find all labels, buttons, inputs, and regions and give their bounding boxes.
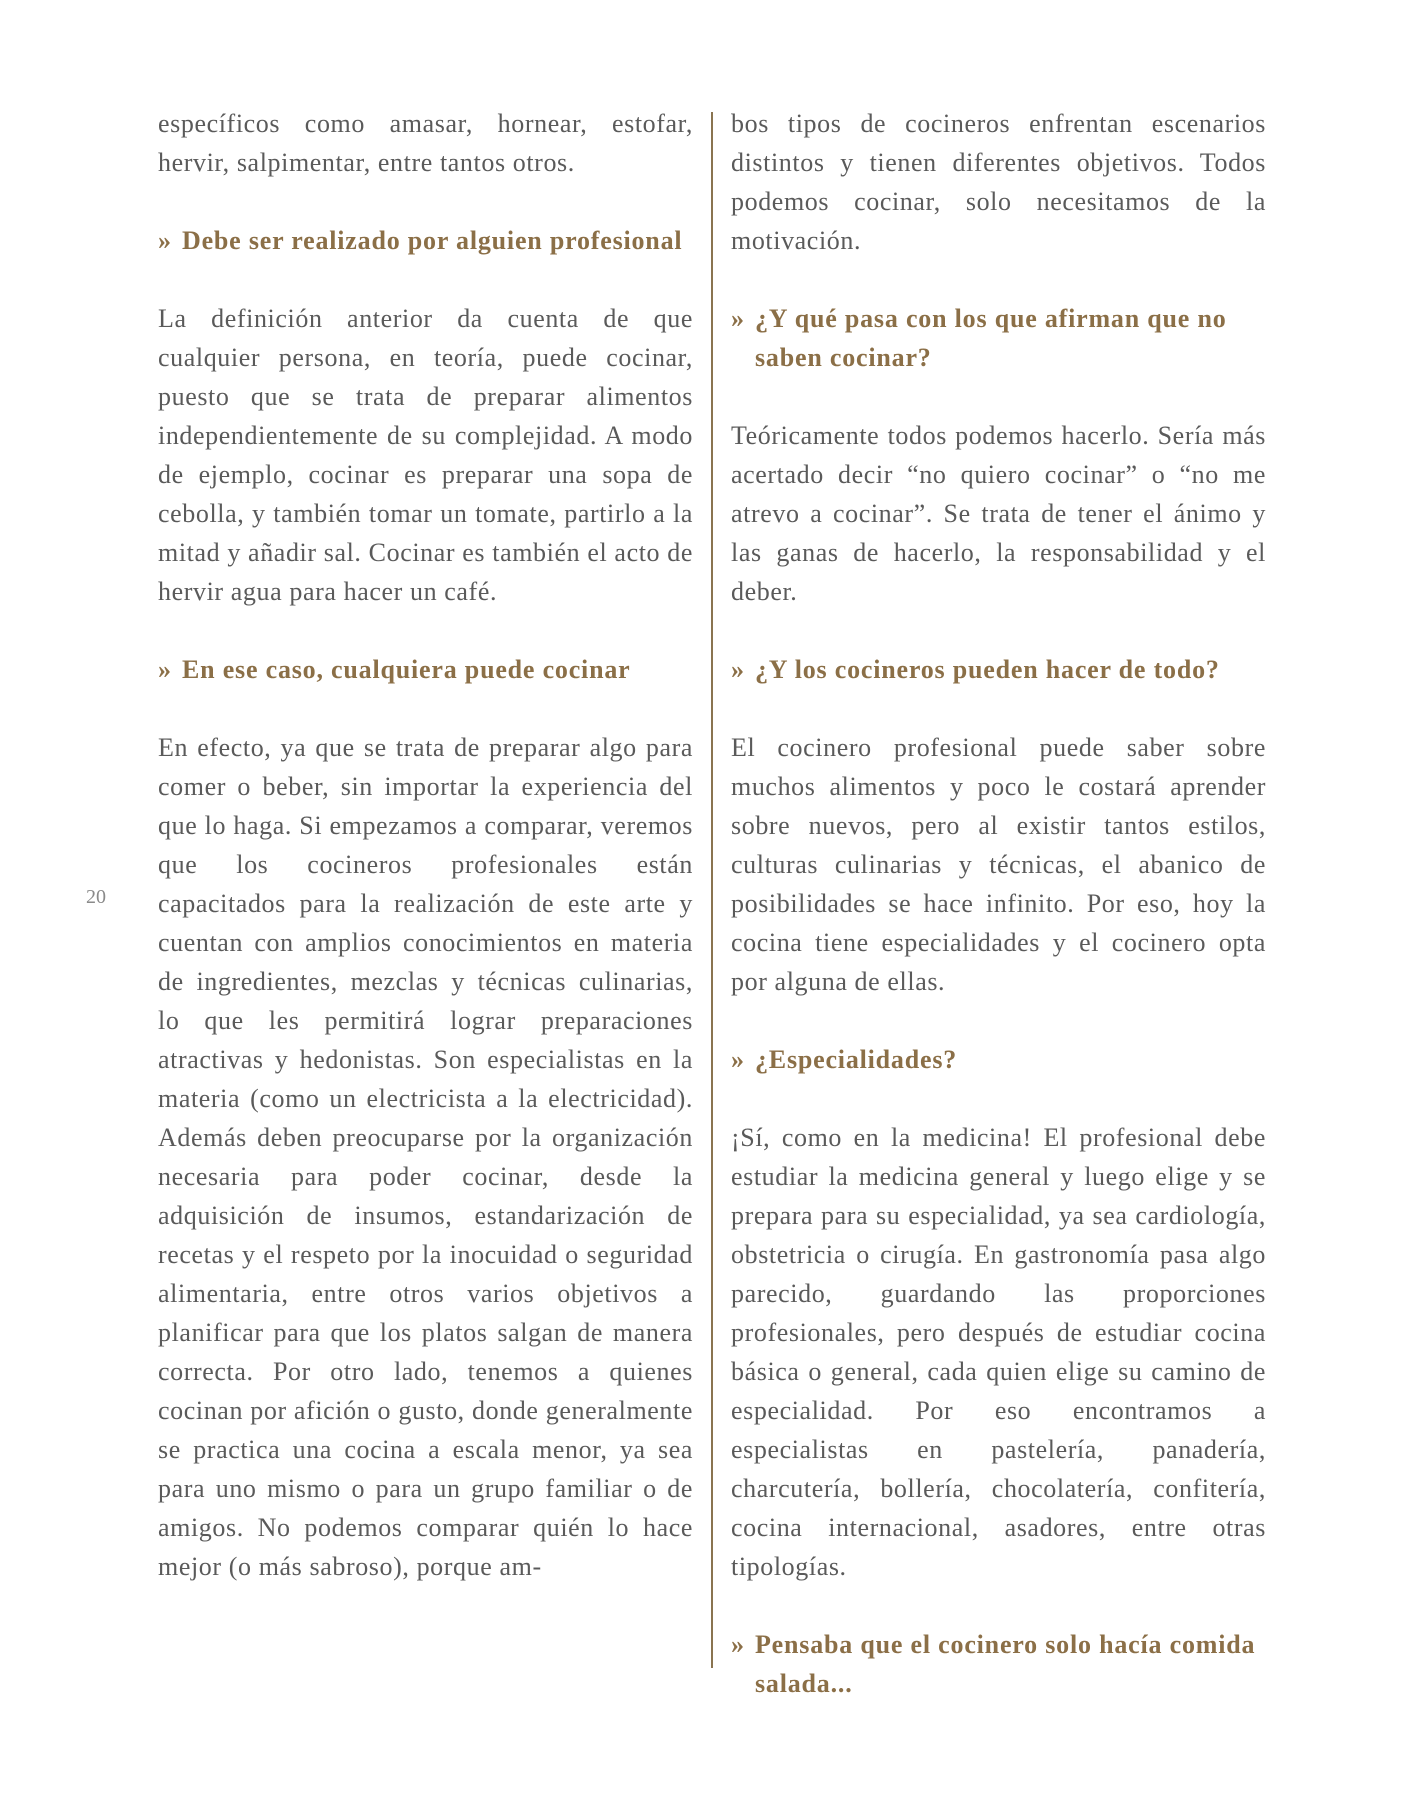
left-column: [158, 104, 693, 1625]
right-heading-4: [731, 1625, 1266, 1703]
left-heading-1: [158, 221, 693, 260]
right-heading-1: [731, 299, 1266, 377]
right-paragraph-3: El cocinero profesional puede saber sobre muchos alimentos y poco le costará aprender sobre nuevos, pero al existir tantos estilos, culturas culinarias y técnicas, el abanico de posibilidades se hace infinito. Por eso, hoy la cocina tiene especialidades y el cocinero opta por alguna de ellas.: [731, 733, 1266, 996]
right-heading-2: [731, 650, 1266, 689]
right-paragraph-4: ¡Sí, como en la medicina! El profesional debe estudiar la medicina general y luego elige y se prepara para su especialidad, ya sea cardiología, obstetricia o cirugía. En gastronomía pasa algo parecido, guardando las proporciones profesionales, pero después de estudiar cocina básica o general, cada quien elige su camino de especialidad. Por eso encontramos a especialistas en pastelería, panadería, charcutería, bollería, chocolatería, confitería, cocina internacional, asadores, entre otras tipologías.: [731, 1123, 1266, 1581]
left-heading-1-text: Debe ser realizado por alguien profesional: [182, 226, 683, 255]
right-heading-2-text: ¿Y los cocineros pueden hacer de todo?: [755, 655, 1220, 684]
left-paragraph-3: En efecto, ya que se trata de preparar algo para comer o beber, sin importar la experiencia del que lo haga. Si empezamos a comparar, veremos que los cocineros profesionales están capacitados para la realización de este arte y cuentan con amplios conocimientos en materia de ingredientes, mezclas y técnicas culinarias, lo que les permitirá lograr preparaciones atractivas y hedonistas. Son especialistas en la materia (como un electricista a la electricidad). Además deben preocuparse por la organización necesaria para poder cocinar, desde la adquisición de insumos, estandarización de recetas y el respeto por la inocuidad o seguridad alimentaria, entre otros varios objetivos a planificar para que los platos salgan de manera correcta. Por otro lado, tenemos a quienes cocinan por afición o gusto, donde generalmente se practica una cocina a escala menor, ya sea para uno mismo o para un grupo familiar o de amigos. No podemos comparar quién lo hace mejor (o más sabroso), porque am-: [158, 733, 693, 1581]
right-heading-1-text: ¿Y qué pasa con los que afirman que no saben cocinar?: [755, 304, 1227, 372]
heading-marker-icon: »: [731, 655, 745, 684]
right-column: [731, 104, 1266, 1742]
left-paragraph-1: específicos como amasar, hornear, estofar, hervir, salpimentar, entre tantos otros.: [158, 109, 693, 177]
page-number: 20: [86, 886, 106, 908]
column-divider: [711, 112, 713, 1668]
heading-marker-icon: »: [731, 304, 745, 333]
heading-marker-icon: »: [158, 226, 172, 255]
heading-marker-icon: »: [158, 655, 172, 684]
left-heading-2: [158, 650, 693, 689]
heading-marker-icon: »: [731, 1045, 745, 1074]
left-heading-2-text: En ese caso, cualquiera puede cocinar: [182, 655, 631, 684]
right-heading-4-text: Pensaba que el cocinero solo hacía comida salada...: [755, 1630, 1256, 1698]
left-paragraph-2: La definición anterior da cuenta de que cualquier persona, en teoría, puede cocinar, puesto que se trata de preparar alimentos independientemente de su complejidad. A modo de ejemplo, cocinar es preparar una sopa de cebolla, y también tomar un tomate, partirlo a la mitad y añadir sal. Cocinar es también el acto de hervir agua para hacer un café.: [158, 304, 693, 606]
right-heading-3-text: ¿Especialidades?: [755, 1045, 958, 1074]
right-paragraph-2: Teóricamente todos podemos hacerlo. Sería más acertado decir “no quiero cocinar” o “no me atrevo a cocinar”. Se trata de tener el ánimo y las ganas de hacerlo, la responsabilidad y el deber.: [731, 421, 1266, 606]
right-heading-3: [731, 1040, 1266, 1079]
right-paragraph-1: bos tipos de cocineros enfrentan escenarios distintos y tienen diferentes objetivos. Todos podemos cocinar, solo necesitamos de la motivación.: [731, 109, 1266, 255]
heading-marker-icon: »: [731, 1630, 745, 1659]
